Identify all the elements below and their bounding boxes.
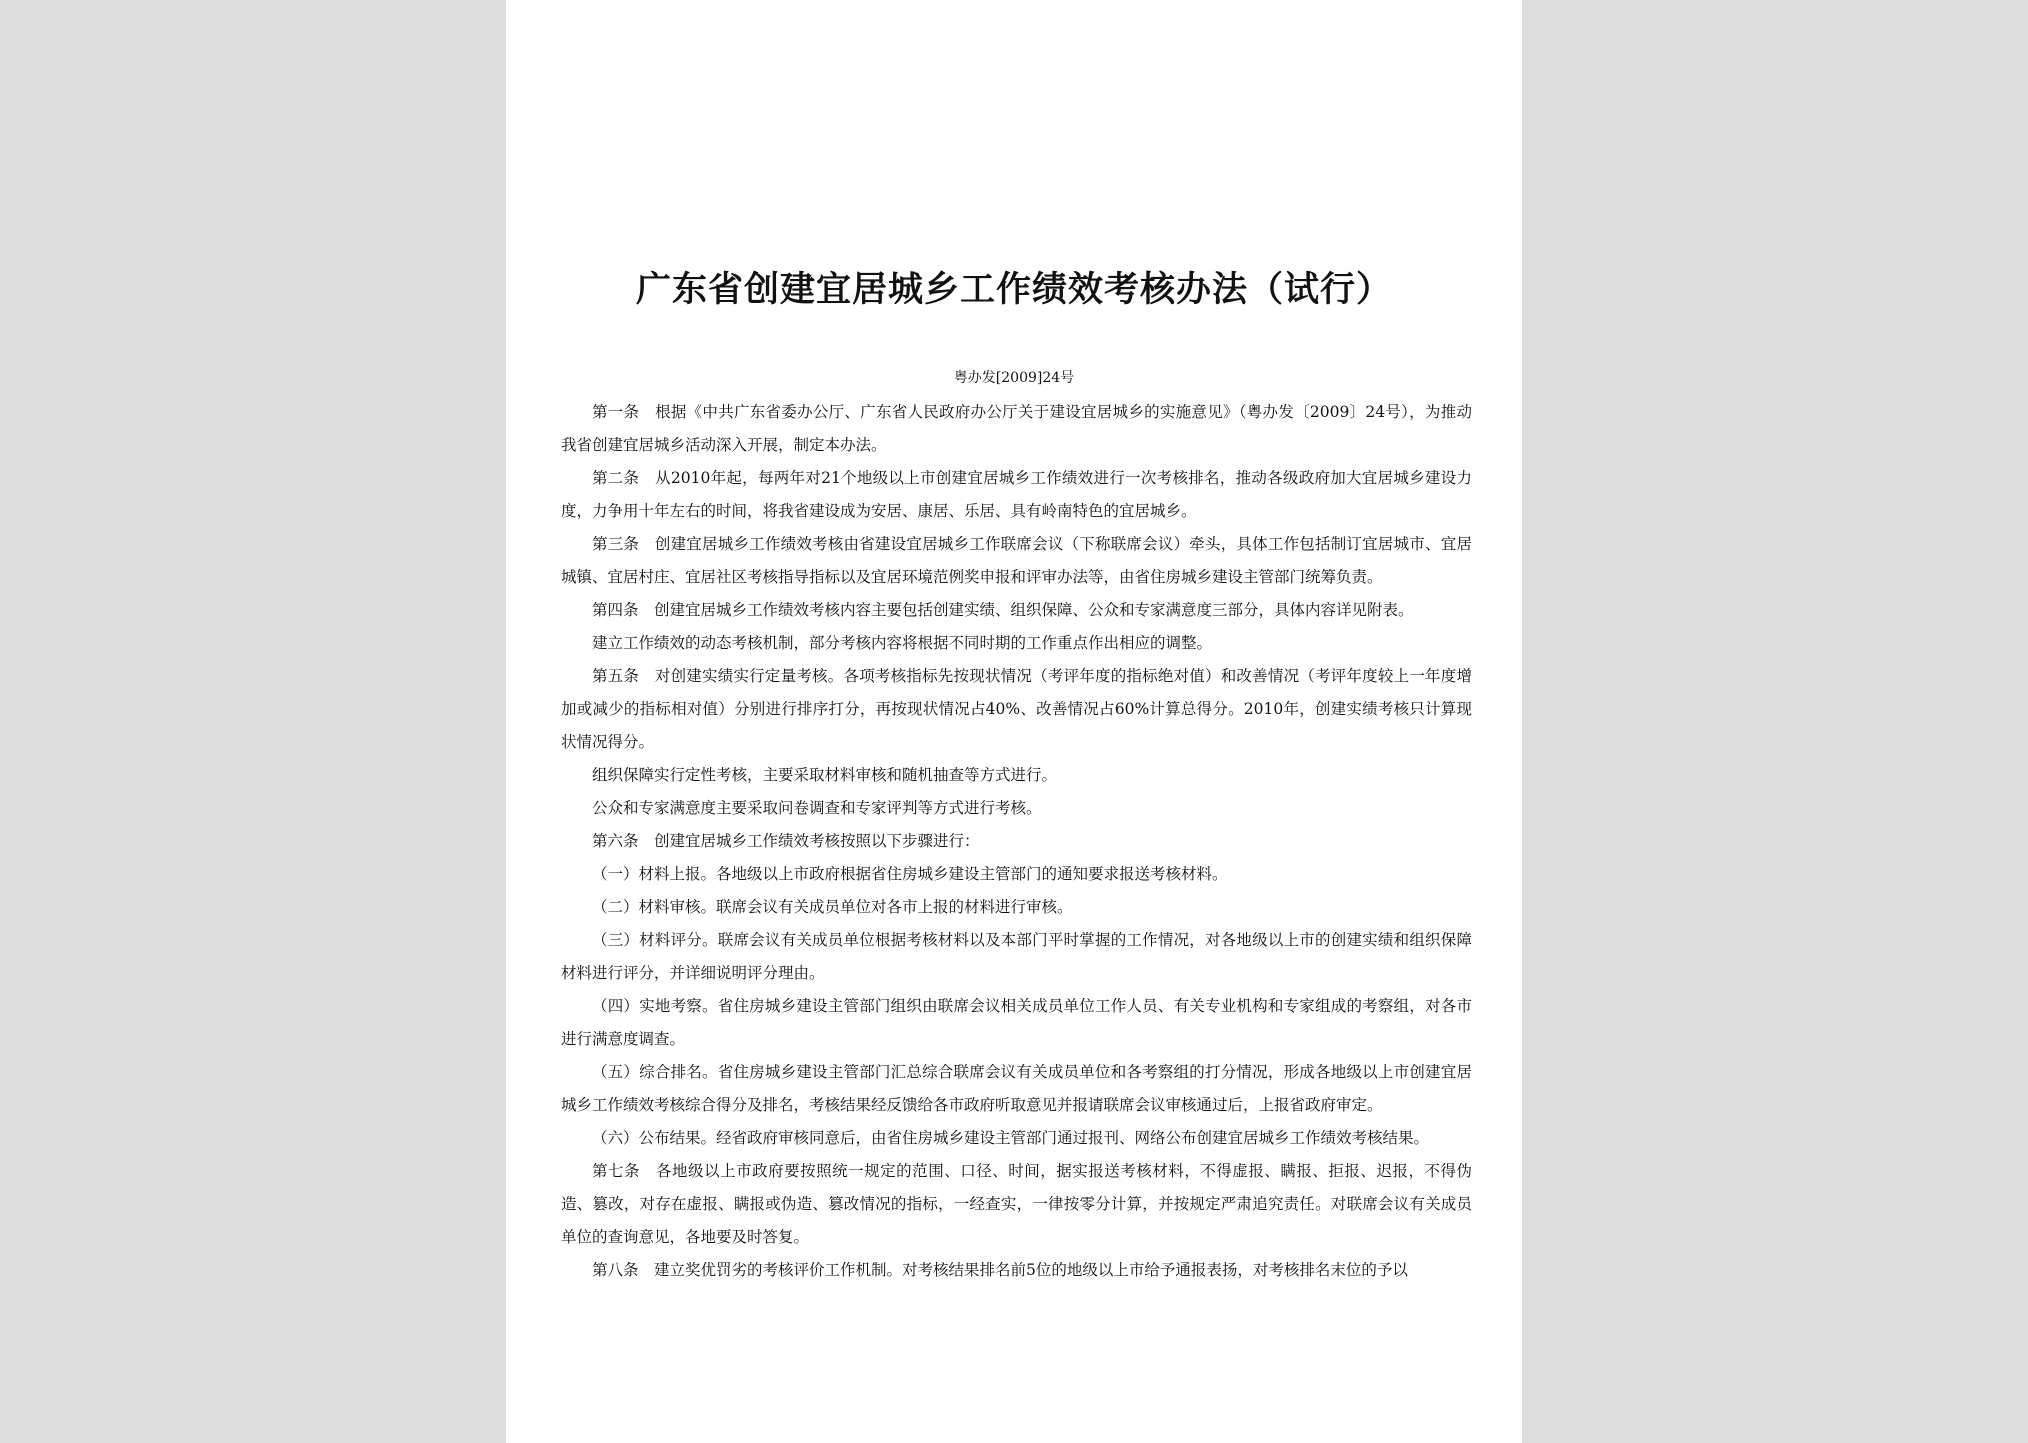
- article-3: 第三条 创建宜居城乡工作绩效考核由省建设宜居城乡工作联席会议（下称联席会议）牵头，具体工作包括制订宜居城市、宜居城镇、宜居村庄、宜居社区考核指导指标以及宜居环境范例奖申报和评审办法等，由省住房城乡建设主管部门统筹负责。: [561, 535, 1472, 586]
- article-6-step-3: （三）材料评分。联席会议有关成员单位根据考核材料以及本部门平时掌握的工作情况，对各地级以上市的创建实绩和组织保障材料进行评分，并详细说明评分理由。: [561, 931, 1472, 982]
- article-6-step-5: （五）综合排名。省住房城乡建设主管部门汇总综合联席会议有关成员单位和各考察组的打分情况，形成各地级以上市创建宜居城乡工作绩效考核综合得分及排名，考核结果经反馈给各市政府听取意见并报请联席会议审核通过后，上报省政府审定。: [561, 1063, 1472, 1114]
- article-6-step-1: （一）材料上报。各地级以上市政府根据省住房城乡建设主管部门的通知要求报送考核材料。: [592, 865, 1228, 883]
- document-title: 广东省创建宜居城乡工作绩效考核办法（试行）: [635, 269, 1392, 310]
- article-7: 第七条 各地级以上市政府要按照统一规定的范围、口径、时间，据实报送考核材料，不得虚报、瞒报、拒报、迟报，不得伪造、篡改，对存在虚报、瞒报或伪造、篡改情况的指标，一经查实，一律按零分计算，并按规定严肃追究责任。对联席会议有关成员单位的查询意见，各地要及时答复。: [561, 1162, 1472, 1246]
- article-6-step-2: （二）材料审核。联席会议有关成员单位对各市上报的材料进行审核。: [592, 898, 1073, 916]
- article-6: 第六条 创建宜居城乡工作绩效考核按照以下步骤进行：: [592, 832, 980, 850]
- article-5-public: 公众和专家满意度主要采取问卷调查和专家评判等方式进行考核。: [592, 799, 1042, 817]
- article-5: 第五条 对创建实绩实行定量考核。各项考核指标先按现状情况（考评年度的指标绝对值）和改善情况（考评年度较上一年度增加或减少的指标相对值）分别进行排序打分，再按现状情况占40%、改善情况占60%计算总得分。2010年，创建实绩考核只计算现状情况得分。: [561, 667, 1472, 751]
- article-4-cont: 建立工作绩效的动态考核机制，部分考核内容将根据不同时期的工作重点作出相应的调整。: [592, 634, 1213, 652]
- article-6-step-6: （六）公布结果。经省政府审核同意后，由省住房城乡建设主管部门通过报刊、网络公布创建宜居城乡工作绩效考核结果。: [592, 1129, 1430, 1147]
- article-1: 第一条 根据《中共广东省委办公厅、广东省人民政府办公厅关于建设宜居城乡的实施意见》（粤办发〔2009〕24号），为推动我省创建宜居城乡活动深入开展，制定本办法。: [561, 403, 1472, 454]
- article-6-step-4: （四）实地考察。省住房城乡建设主管部门组织由联席会议相关成员单位工作人员、有关专业机构和专家组成的考察组，对各市进行满意度调查。: [561, 997, 1472, 1048]
- article-2: 第二条 从2010年起，每两年对21个地级以上市创建宜居城乡工作绩效进行一次考核排名，推动各级政府加大宜居城乡建设力度，力争用十年左右的时间，将我省建设成为安居、康居、乐居、具有岭南特色的宜居城乡。: [561, 469, 1472, 520]
- document-number: 粤办发[2009]24号: [953, 370, 1075, 386]
- document-page: [506, 0, 1522, 1443]
- article-4: 第四条 创建宜居城乡工作绩效考核内容主要包括创建实绩、组织保障、公众和专家满意度三部分，具体内容详见附表。: [592, 601, 1414, 619]
- article-8: 第八条 建立奖优罚劣的考核评价工作机制。对考核结果排名前5位的地级以上市给予通报表扬，对考核排名末位的予以: [592, 1261, 1408, 1279]
- article-5-org: 组织保障实行定性考核，主要采取材料审核和随机抽查等方式进行。: [592, 766, 1058, 784]
- document-body: [561, 396, 1472, 1287]
